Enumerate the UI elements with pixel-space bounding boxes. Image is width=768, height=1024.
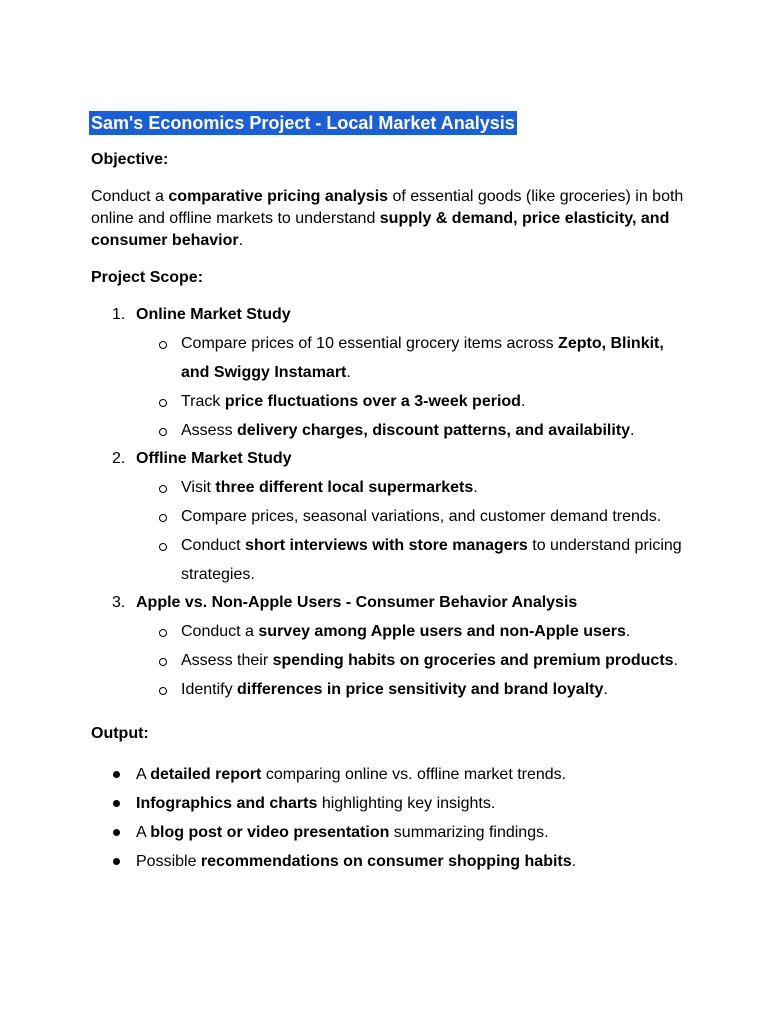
scope-list — [91, 304, 691, 704]
hollow-bullet-icon — [159, 341, 167, 349]
apple-sub-list — [91, 617, 691, 704]
hollow-bullet-icon — [159, 543, 167, 551]
hollow-bullet-icon — [159, 658, 167, 666]
item-text-end: . — [625, 623, 631, 640]
item-bold: Zepto, Blinkit, and Swiggy Instamart — [181, 335, 664, 381]
scope-item-offline — [91, 448, 691, 470]
objective-paragraph — [91, 186, 691, 252]
item-text: Visit — [181, 479, 216, 496]
item-text-end: . — [473, 479, 478, 496]
list-number: 1. — [112, 306, 126, 323]
list-item — [91, 760, 691, 789]
list-item — [91, 416, 691, 445]
objective-text-2: of essential goods (like groceries) in both online and offline markets to understand — [91, 188, 684, 227]
filled-bullet-icon — [113, 829, 120, 836]
item-text-end: . — [630, 422, 635, 439]
filled-bullet-icon — [113, 858, 120, 865]
item-bold: price fluctuations over a 3-week period — [224, 393, 521, 410]
item-bold: recommendations on consumer shopping habits — [200, 853, 572, 870]
item-bold: survey among Apple users and non-Apple users — [258, 623, 626, 640]
objective-text-3: . — [238, 232, 244, 249]
item-text-end: . — [520, 393, 526, 410]
output-list — [91, 760, 691, 876]
list-item — [91, 502, 691, 531]
item-text-end: . — [571, 853, 577, 870]
scope-item-online — [91, 304, 691, 326]
item-bold: detailed report — [150, 766, 262, 783]
list-item — [91, 617, 691, 646]
item-bold: differences in price sensitivity and brand loyalty — [237, 681, 604, 698]
objective-bold-1: comparative pricing analysis — [168, 188, 389, 205]
output-heading: Output: — [91, 725, 149, 742]
filled-bullet-icon — [113, 800, 120, 807]
item-text: Conduct — [181, 537, 246, 554]
list-item — [91, 847, 691, 876]
document-title-row — [91, 111, 691, 135]
scope-item-label: Offline Market Study — [136, 450, 292, 467]
item-text: A — [136, 824, 151, 841]
item-text: Possible — [136, 853, 201, 870]
item-text: Compare prices of 10 essential grocery items across — [181, 335, 559, 352]
item-text: A — [136, 766, 151, 783]
list-item — [91, 329, 691, 387]
objective-text-1: Conduct a — [91, 188, 169, 205]
document-page — [91, 111, 691, 876]
offline-sub-list — [91, 473, 691, 589]
objective-bold-2: supply & demand, price elasticity, and consumer behavior — [91, 210, 670, 249]
list-item — [91, 531, 691, 589]
item-text-end: . — [603, 681, 608, 698]
item-bold: delivery charges, discount patterns, and availability — [237, 422, 631, 439]
list-item — [91, 789, 691, 818]
filled-bullet-icon — [113, 771, 120, 778]
hollow-bullet-icon — [159, 485, 167, 493]
scope-item-label: Apple vs. Non-Apple Users - Consumer Behavior Analysis — [136, 594, 578, 611]
list-item — [91, 675, 691, 704]
objective-heading: Objective: — [91, 151, 169, 168]
list-item — [91, 818, 691, 847]
item-text: Compare prices, seasonal variations, and customer demand trends. — [181, 508, 662, 525]
item-text-end: comparing online vs. offline market trends. — [261, 766, 567, 783]
item-text-end: summarizing findings. — [389, 824, 549, 841]
item-text: Identify — [181, 681, 238, 698]
item-bold: spending habits on groceries and premium products — [272, 652, 674, 669]
list-item — [91, 387, 691, 416]
scope-item-apple — [91, 592, 691, 614]
hollow-bullet-icon — [159, 629, 167, 637]
item-text-end: . — [346, 364, 351, 381]
hollow-bullet-icon — [159, 399, 167, 407]
online-sub-list — [91, 329, 691, 445]
item-bold: three different local supermarkets — [215, 479, 474, 496]
list-item — [91, 473, 691, 502]
hollow-bullet-icon — [159, 687, 167, 695]
scope-heading: Project Scope: — [91, 269, 204, 286]
item-text-end: highlighting key insights. — [317, 795, 496, 812]
scope-item-label: Online Market Study — [136, 306, 291, 323]
item-bold: blog post or video presentation — [150, 824, 390, 841]
hollow-bullet-icon — [159, 514, 167, 522]
item-text: Track — [181, 393, 225, 410]
item-text-end: to understand pricing strategies. — [181, 537, 682, 583]
list-number: 2. — [112, 450, 126, 467]
list-item — [91, 646, 691, 675]
item-bold: Infographics and charts — [136, 795, 318, 812]
item-text: Assess — [181, 422, 238, 439]
item-bold: short interviews with store managers — [245, 537, 528, 554]
list-number: 3. — [112, 594, 126, 611]
item-text-end: . — [673, 652, 678, 669]
document-title: Sam's Economics Project - Local Market Analysis — [91, 113, 515, 133]
hollow-bullet-icon — [159, 428, 167, 436]
item-text: Conduct a — [181, 623, 259, 640]
item-text: Assess their — [181, 652, 273, 669]
